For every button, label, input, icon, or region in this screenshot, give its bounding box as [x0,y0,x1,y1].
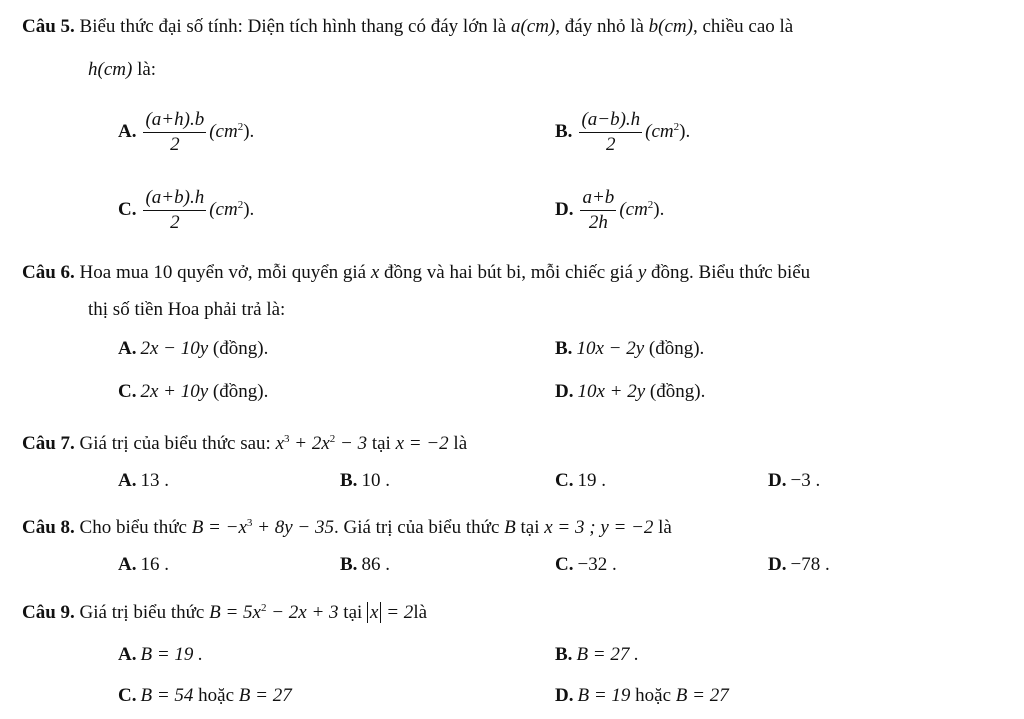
q6-option-d[interactable] [555,380,705,404]
q6-option-a[interactable] [118,337,268,361]
q5-option-a-label: A. [118,120,137,142]
q5-h-unit: h(cm) [88,59,133,80]
q6-label: Câu 6. [22,262,75,283]
q6-option-b[interactable] [555,337,704,361]
q8-option-b-label: B. [340,554,358,575]
q5-option-d-fraction [580,186,616,235]
q6-option-d-suffix: (đồng). [649,381,706,402]
q6-option-d-label: D. [555,381,574,402]
q5-option-c-unit-sup: 2 [237,198,244,211]
q8-option-b-value: 86 . [361,554,390,575]
q5-a-unit: a(cm) [510,16,556,37]
q6-option-a-expr: 2x − 10y [140,338,209,359]
q6-option-a-suffix: (đồng). [212,338,269,359]
q9-option-a-label: A. [118,644,137,665]
q8-option-a-value: 16 . [140,554,169,575]
q9-option-b[interactable] [555,643,639,667]
q5-option-a-denominator: 2 [170,134,180,155]
q5-option-b-denominator: 2 [606,134,616,155]
q9-option-c-mid: hoặc [198,685,235,706]
q9-option-d-expr2: B = 27 [675,685,729,706]
q5-option-c-numerator: (a+b).h [143,186,206,211]
q7-label: Câu 7. [22,433,75,454]
q5-option-c[interactable] [118,186,254,235]
q5-option-d[interactable] [555,186,664,235]
q5-option-b-unit-sup: 2 [673,120,680,133]
q5-option-a-unit-sup: 2 [237,120,244,133]
q9-expr-b: − 2x + 3 [271,602,339,623]
q8-option-d-label: D. [768,554,787,575]
q9-label: Câu 9. [22,602,75,623]
q7-option-a-label: A. [118,470,137,491]
q5-option-c-label: C. [118,198,137,220]
q9-option-c-expr2: B = 27 [238,685,292,706]
q8-option-d[interactable] [768,553,830,577]
q8-option-a-label: A. [118,554,137,575]
q7-expr-c: − 3 [340,433,368,454]
q5-option-b-unit-end: ). [679,120,691,142]
q7-line-1 [22,427,467,456]
q8-text-1: Cho biểu thức [79,517,187,538]
q6-option-c-expr: 2x + 10y [140,381,209,402]
q7-expr-a: x [275,433,284,454]
q6-text-3: đồng. Biểu thức biểu [651,262,811,283]
q8-line-1 [22,511,672,540]
q6-option-c-suffix: (đồng). [212,381,269,402]
q7-option-b-label: B. [340,470,358,491]
q9-text-3: là [413,602,428,623]
q5-option-a-unit-end: ). [243,120,255,142]
q7-option-c[interactable] [555,469,606,493]
q8-text-3: tại [520,517,540,538]
q7-option-d-value: −3 . [790,470,821,491]
q5-label: Câu 5. [22,16,75,37]
q7-option-c-label: C. [555,470,574,491]
q7-option-b[interactable] [340,469,390,493]
q7-expr-b: + 2x [294,433,330,454]
q7-option-b-value: 10 . [361,470,390,491]
q9-option-d-label: D. [555,685,574,706]
q9-option-d-expr: B = 19 [577,685,631,706]
q7-sup-a: 3 [284,433,290,445]
q5-option-c-denominator: 2 [170,212,180,233]
q8-text-2: . Giá trị của biểu thức [333,517,500,538]
q5-b-unit: b(cm) [648,16,693,37]
q5-option-a-unit: (cm [209,120,238,142]
q5-option-a-fraction [143,108,206,157]
q5-option-a[interactable] [118,108,254,157]
q6-option-c-label: C. [118,381,137,402]
q5-line-2 [88,58,156,82]
q5-option-d-unit: (cm [619,198,648,220]
q9-option-a-expr: B = 19 . [140,644,203,665]
q8-option-c[interactable] [555,553,617,577]
q9-option-d[interactable] [555,684,729,708]
q6-option-b-expr: 10x − 2y [576,338,645,359]
q8-expr-b: + 8y − 35 [257,517,334,538]
q6-option-b-label: B. [555,338,573,359]
q7-text-3: là [453,433,468,454]
q7-text-1: Giá trị của biểu thức sau: [79,433,271,454]
q9-cond: = 2 [386,602,414,623]
q9-abs-var: x [367,602,381,623]
q9-option-c[interactable] [118,684,292,708]
q9-option-b-expr: B = 27 . [576,644,639,665]
q9-option-c-expr: B = 54 [140,685,194,706]
q9-expr-a: B = 5x [209,602,261,623]
q7-option-d-label: D. [768,470,787,491]
q9-option-b-label: B. [555,644,573,665]
q8-option-a[interactable] [118,553,169,577]
q9-option-c-label: C. [118,685,137,706]
q9-text-1: Giá trị biểu thức [79,602,205,623]
q5-option-d-unit-end: ). [653,198,665,220]
q6-option-c[interactable] [118,380,268,404]
q5-option-c-fraction [143,186,206,235]
q7-cond: x = −2 [395,433,449,454]
q9-line-1 [22,596,427,625]
q5-option-b-label: B. [555,120,573,142]
q5-option-c-unit-end: ). [243,198,255,220]
q8-var-b: B [504,517,516,538]
q6-var-x: x [370,262,380,283]
q7-sup-b: 2 [329,433,336,445]
q8-cond: x = 3 ; y = −2 [544,517,654,538]
q6-option-d-expr: 10x + 2y [577,381,646,402]
q5-text-4: là: [137,59,157,80]
q5-option-d-denominator: 2h [588,212,608,233]
q5-option-c-unit: (cm [209,198,238,220]
q6-line-1 [22,261,810,285]
q6-var-y: y [637,262,647,283]
q9-text-2: tại [343,602,363,623]
q9-option-a[interactable] [118,643,203,667]
q8-option-d-value: −78 . [790,554,830,575]
q8-label: Câu 8. [22,517,75,538]
q8-text-4: là [658,517,672,538]
q6-option-b-suffix: (đồng). [648,338,705,359]
q5-option-b-numerator: (a−b).h [579,108,642,133]
q9-option-d-mid: hoặc [635,685,672,706]
q7-option-a[interactable] [118,469,169,493]
q6-text-2: đồng và hai bút bi, mỗi chiếc giá [384,262,634,283]
q6-line-2 [88,298,285,322]
q8-option-b[interactable] [340,553,390,577]
q8-sup-a: 3 [246,517,253,529]
q6-text-1: Hoa mua 10 quyển vở, mỗi quyển giá [79,262,367,283]
q6-text-4: thị số tiền Hoa phải trả là: [88,299,286,320]
q7-option-a-value: 13 . [140,470,169,491]
q5-option-d-unit-sup: 2 [647,198,654,211]
q8-option-c-value: −32 . [577,554,617,575]
q5-option-b-fraction [579,108,642,157]
q5-text-2: , đáy nhỏ là [555,16,644,37]
q5-line-1 [22,15,793,39]
q5-option-a-numerator: (a+h).b [143,108,206,133]
q5-text-1: Biểu thức đại số tính: Diện tích hình thang có đáy lớn là [79,16,507,37]
q9-sup-a: 2 [260,602,267,614]
q8-expr-a: B = −x [191,517,247,538]
q5-option-d-label: D. [555,198,574,220]
q5-option-d-numerator: a+b [580,186,616,211]
q7-text-2: tại [371,433,391,454]
q7-option-c-value: 19 . [577,470,606,491]
q7-option-d[interactable] [768,469,820,493]
q5-option-b[interactable] [555,108,690,157]
q6-option-a-label: A. [118,338,137,359]
q5-option-b-unit: (cm [645,120,674,142]
q8-option-c-label: C. [555,554,574,575]
q5-text-3: , chiều cao là [692,16,794,37]
